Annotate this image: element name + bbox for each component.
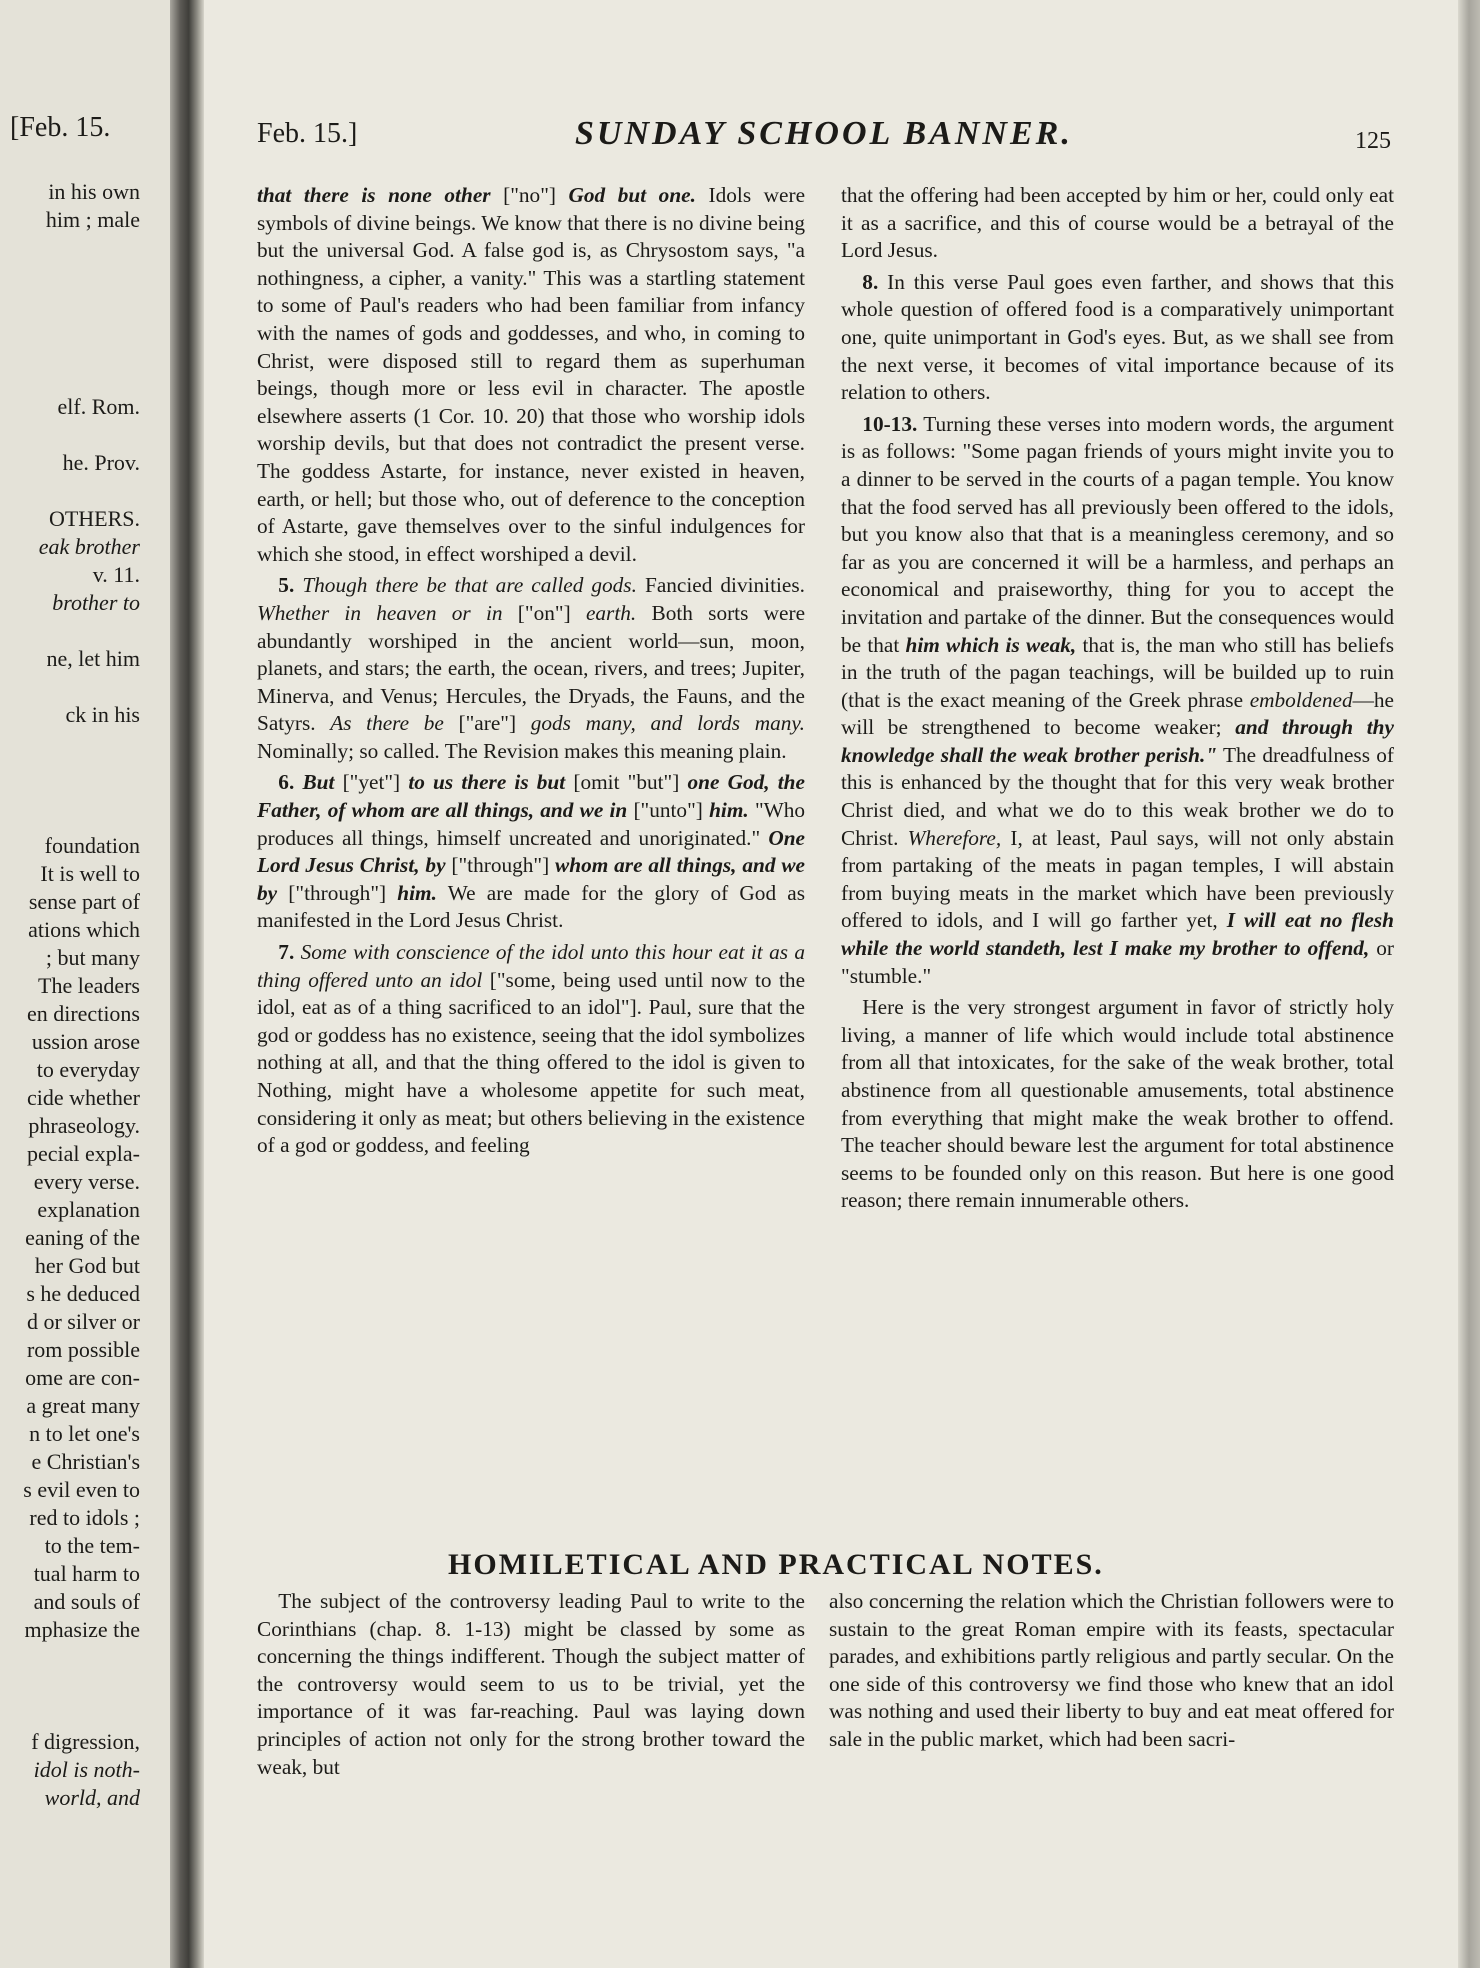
left-page-line: eak brother xyxy=(38,534,140,559)
text-column-right xyxy=(841,182,1394,1219)
left-page-line: e Christian's xyxy=(31,1449,140,1474)
verse-quote: But xyxy=(302,770,335,795)
commentary-text: Turning these verses into modern words, the argument is as follows: "Some pagan friends of yours might invite you to a dinner to be served in the courts of a pagan temple. You know that the food served has all previously been offered to the idols, but you know also that that is a meaningless ceremony, and so far as you are concerned it will be a harmless, and perhaps an economical and praiseworthy, thing for you to accept the invitation and partake of the dinner. But the consequences would be that xyxy=(841,411,1394,657)
left-page-line: phraseology. xyxy=(28,1113,140,1138)
commentary-text: ["some, being used until now to the idol, eat as of a thing sacrificed to an idol"]. Paul, sure that the god or goddess has no existence, seeing that the idol symbolizes nothing at all, and that the thing offered to the idol is given to Nothing, might have a wholesome appetite for such meat, considering it only as meat; but others believing in the existence of a god or goddess, and feeling xyxy=(257,967,806,1158)
verse-quote: Some with conscience of the idol unto this hour eat it as a thing offered unto an idol xyxy=(257,940,805,992)
left-page-line: ome are con- xyxy=(25,1365,140,1390)
verse-quote: gods many, and lords many. xyxy=(530,711,805,736)
left-page-line: explanation xyxy=(37,1197,140,1222)
left-page-line: s evil even to xyxy=(23,1477,140,1502)
left-page-line: to the tem- xyxy=(44,1533,140,1558)
verse-quote: As there be xyxy=(330,711,444,736)
left-page-line: s he deduced xyxy=(26,1281,140,1306)
verse-quote: to us there is but xyxy=(408,770,566,795)
left-page-line: It is well to xyxy=(40,861,140,886)
left-page-line: foundation xyxy=(44,833,140,858)
revision-note: ["are"] xyxy=(458,711,517,736)
left-page-line: n to let one's xyxy=(29,1421,140,1446)
left-page-line: to everyday xyxy=(36,1057,140,1082)
verse-quote: him which is weak, xyxy=(905,632,1077,657)
page-number: 125 xyxy=(1355,128,1391,154)
commentary-text: or "stumble." xyxy=(841,936,1395,988)
left-page-line: a great many xyxy=(26,1393,140,1418)
revision-note: ["no"] xyxy=(503,183,556,207)
commentary-text: Nominally; so called. The Revision makes this meaning plain. xyxy=(257,738,787,763)
commentary-text: The dreadfulness of this is enhanced by the thought that for this very weak brother Christ died, and what we do to this weak brother we do to Christ. xyxy=(841,742,1394,850)
commentary-text: Both sorts were abundantly worshiped in the ancient world—sun, moon, planets, and stars; the earth, the ocean, rivers, and trees; Jupiter, Minerva, and Venus; Hercules, the Dryads, the Fauns, and the Satyrs. xyxy=(257,600,806,736)
left-page-fragment xyxy=(0,0,170,1968)
left-page-line: The leaders xyxy=(38,973,140,998)
left-page-line: tual harm to xyxy=(33,1561,140,1586)
left-page-line: idol is noth- xyxy=(33,1757,140,1782)
verse-quote: Though there be that are called gods. xyxy=(302,573,637,598)
left-page-line: rom possible xyxy=(26,1337,140,1362)
revision-note: ["through"] xyxy=(288,880,387,905)
left-page-line: red to idols ; xyxy=(29,1505,140,1530)
commentary-text: I, at least, Paul says, will not only abstain from partaking of the meats in pagan temples, I will abstain from buying meats in the market which have been previously offered to idols, and I will go farther yet, xyxy=(841,825,1395,933)
commentary-text: Idols were symbols of divine beings. We know that there is no divine being but the universal God. A false god is, as Chrysostom says, "a nothingness, a cipher, a vanity." This was a startling statement to some of Paul's readers who had been familiar from infancy with the names of gods and goddesses, and who, in coming to Christ, were disposed still to regard them as superhuman beings, though more or less evil in character. The apostle elsewhere asserts (1 Cor. 10. 20) that those who worship idols worship devils, but that does not contradict the present verse. The goddess Astarte, for instance, never existed in heaven, earth, or hell; but those who, out of deference to the conception of Astarte, gave themselves over to the sinful indulgences for which she stood, in effect worshiped a devil. xyxy=(257,183,806,566)
book-gutter xyxy=(170,0,204,1968)
verse-quote: Whether in heaven or in xyxy=(257,600,503,625)
paragraph-verse-6 xyxy=(257,769,805,935)
paragraph-verse-5 xyxy=(257,572,805,765)
left-page-line: in his own xyxy=(48,179,140,204)
commentary-text: —he will be strengthened to become weaker; xyxy=(841,687,1395,740)
verse-quote: earth. xyxy=(585,600,637,625)
section-heading: HOMILETICAL AND PRACTICAL NOTES. xyxy=(448,1548,1104,1581)
header-title: SUNDAY SCHOOL BANNER. xyxy=(575,115,1073,152)
left-page-line: eaning of the xyxy=(25,1225,140,1250)
notes-paragraph xyxy=(257,1588,805,1781)
notes-column-right xyxy=(829,1588,1394,1758)
left-page-line: every verse. xyxy=(33,1169,140,1194)
verse-quote: and through thy knowledge shall the weak brother perish." xyxy=(841,715,1394,767)
greek-term: emboldened xyxy=(1249,687,1353,712)
commentary-text: Here is the very strongest argument in favor of strictly holy living, a manner of life which would include total abstinence from all that intoxicates, for the sake of the weak brother, total abstinence from all questionable amusements, total abstinence from everything that might make the weak brother to offend. The teacher should beware lest the argument for total abstinence seems to be founded only on this reason. But here is one good reason; there remain innumerable others. xyxy=(841,995,1394,1213)
paragraph-verse-7 xyxy=(257,939,805,1160)
left-page-line: ussion arose xyxy=(31,1029,140,1054)
paragraph-abstinence xyxy=(841,994,1394,1215)
notes-column-left xyxy=(257,1588,805,1785)
verse-quote: him. xyxy=(709,798,749,823)
left-page-line: OTHERS. xyxy=(48,506,140,531)
left-page-line: mphasize the xyxy=(24,1617,140,1642)
left-page-line: her God but xyxy=(34,1253,140,1278)
verse-quote: him. xyxy=(397,880,437,905)
left-page-line: ations which xyxy=(28,917,140,942)
left-page-line: brother to xyxy=(52,590,140,615)
left-page-line: v. 11. xyxy=(92,562,140,587)
notes-paragraph: also concerning the relation which the Christian followers were to sustain to the great Roman empire with its feasts, spectacular parades, and exhibitions partly religious and partly secular. On the one side of this controversy we find those who knew that an idol was nothing and used their liberty to buy and eat meat offered for sale in the public market, which had been sacri- xyxy=(829,1589,1394,1751)
left-page-line: he. Prov. xyxy=(62,450,140,475)
commentary-text: Fancied divinities. xyxy=(644,573,806,598)
verse-number: 8. xyxy=(862,269,879,294)
verse-quote: Wherefore, xyxy=(907,825,1002,850)
page-edge xyxy=(1458,0,1480,1968)
verse-number: 10-13. xyxy=(862,411,918,436)
left-page-line: him ; male xyxy=(45,207,140,232)
commentary-text: We are made for the glory of God as manifested in the Lord Jesus Christ. xyxy=(257,880,805,933)
paragraph-verse-8 xyxy=(841,269,1394,407)
text-column-left xyxy=(257,182,805,1164)
verse-quote: that there is none other xyxy=(257,183,491,207)
revision-note: ["yet"] xyxy=(342,770,401,795)
revision-note: ["unto"] xyxy=(633,798,703,823)
commentary-text: that is, the man who still has beliefs in the truth of the pagan teachings, will be builded up to ruin (that is the exact meaning of the Greek phrase xyxy=(841,632,1394,712)
left-page-line: sense part of xyxy=(28,889,140,914)
left-page-line: en directions xyxy=(26,1001,140,1026)
revision-note: ["through"] xyxy=(451,853,550,878)
header-date: Feb. 15.] xyxy=(257,118,358,149)
commentary-text: In this verse Paul goes even farther, and shows that this whole question of offered food is a comparatively unimportant one, quite unimportant in God's eyes. But, as we shall see from the next verse, it becomes of vital importance because of its relation to others. xyxy=(841,269,1394,405)
left-page-line: pecial expla- xyxy=(27,1141,140,1166)
left-page-line: ne, let him xyxy=(46,646,140,671)
left-page-line: elf. Rom. xyxy=(57,394,140,419)
left-page-header: [Feb. 15. xyxy=(10,112,111,143)
commentary-text: "Who produces all things, himself uncreated and unoriginated." xyxy=(257,798,806,850)
left-page-line: ; but many xyxy=(45,945,140,970)
verse-quote: God but one. xyxy=(568,183,696,207)
revision-note: ["on"] xyxy=(517,600,571,625)
left-page-line: and souls of xyxy=(33,1589,140,1614)
left-page-line: world, and xyxy=(44,1785,140,1810)
left-page-line: cide whether xyxy=(27,1085,140,1110)
verse-number: 7. xyxy=(278,940,295,965)
paragraph-continuation: that the offering had been accepted by him or her, could only eat it as a sacrifice, and this of course would be a betrayal of the Lord Jesus. xyxy=(841,183,1394,263)
notes-text: The subject of the controversy leading Paul to write to the Corinthians (chap. 8. 1-13) might be classed by some as concerning the things indifferent. Though the subject matter of the controversy would seem to us to be trivial, yet the importance of it was far-reaching. Paul was laying down principles of action not only for the strong brother toward the weak, but xyxy=(257,1589,805,1779)
paragraph-verse-4 xyxy=(257,182,805,568)
verse-quote: one God, the Father, of whom are all things, and we in xyxy=(257,770,805,823)
verse-number: 5. xyxy=(278,573,295,598)
verse-quote: whom are all things, and we by xyxy=(257,853,805,905)
verse-number: 6. xyxy=(278,770,295,795)
verse-quote: One Lord Jesus Christ, by xyxy=(257,825,805,878)
left-page-line: ck in his xyxy=(65,702,140,727)
verse-quote: I will eat no flesh while the world standeth, lest I make my brother to offend, xyxy=(841,908,1394,961)
left-page-line: f digression, xyxy=(31,1729,140,1754)
left-page-line: d or silver or xyxy=(26,1309,140,1334)
revision-note: [omit "but"] xyxy=(573,770,680,795)
paragraph-verses-10-13 xyxy=(841,411,1394,990)
